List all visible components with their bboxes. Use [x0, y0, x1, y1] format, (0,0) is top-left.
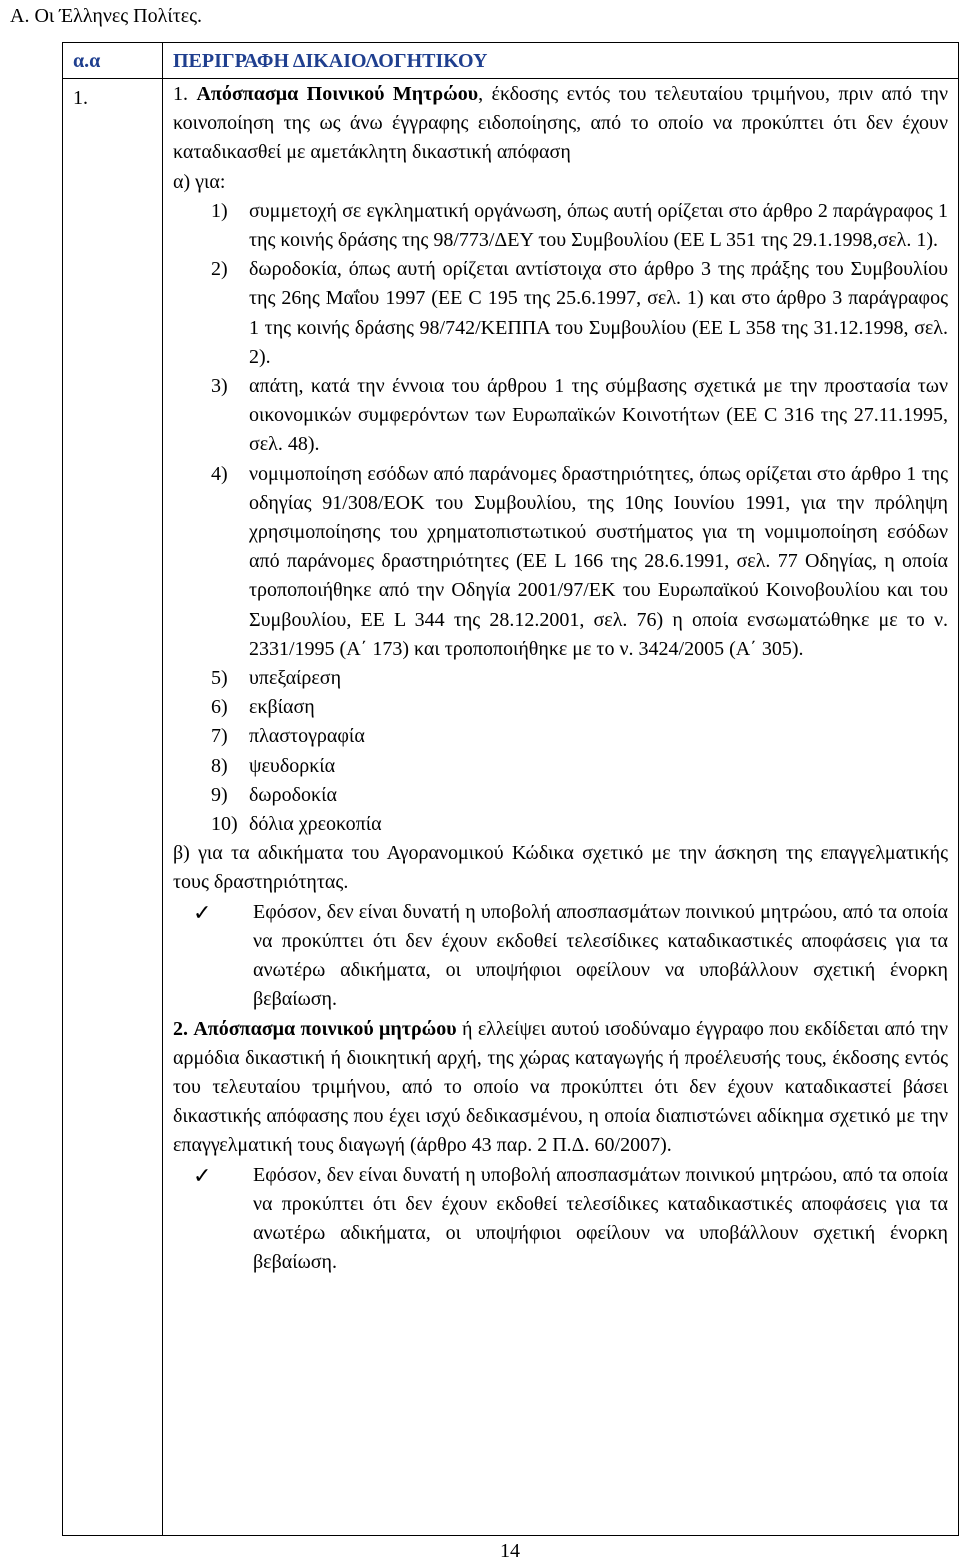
offence-text: ψευδορκία [249, 754, 336, 777]
page-number: 14 [500, 1540, 520, 1562]
offence-text: απάτη, κατά την έννοια του άρθρου 1 της σύμβασης σχετικά με την προστασία των οικονομικών συμφερόντων των Ευρωπαϊκών Κοινοτήτων (ΕΕ C 316 της 27.11.1995, σελ. 48). [249, 375, 948, 456]
header-cell-aa [63, 43, 163, 79]
offence-number: 1) [211, 199, 228, 222]
row-number: 1. [73, 87, 88, 109]
offence-text: δωροδοκία [249, 783, 337, 806]
list-item [211, 460, 948, 664]
table-row [63, 79, 959, 1536]
item-1-check-note [173, 898, 948, 1015]
description-cell [163, 79, 959, 1536]
offence-text: υπεξαίρεση [249, 667, 342, 690]
offence-text: συμμετοχή σε εγκληματική οργάνωση, όπως αυτή ορίζεται στο άρθρο 2 παράγραφος 1 της κοινής δράσης της 98/773/ΔΕΥ του Συμβουλίου (ΕΕ L 351 της 29.1.1998,σελ. 1). [249, 199, 948, 252]
header-cell-description [163, 43, 959, 79]
list-item [211, 255, 948, 372]
check-mark-icon: ✓ [193, 899, 212, 925]
list-item [211, 664, 948, 693]
offence-text: εκβίαση [249, 696, 315, 719]
section-heading: A. Οι Έλληνες Πολίτες. [10, 5, 203, 27]
offence-number: 3) [211, 375, 228, 398]
offence-number: 2) [211, 258, 228, 281]
item-2-check-note [173, 1161, 948, 1278]
sub-a-label: α) για: [173, 170, 226, 193]
item-2-text: ή ελλείψει αυτού ισοδύναμο έγγραφο που εκδίδεται από την αρμόδια δικαστική ή διοικητική αρχή, της χώρας καταγωγής ή προέλευσής τους, έκδοσης εντός του τελευταίου τριμήνου, από το οποίο να προκύπτει ότι δεν έχουν καταδικαστεί βάσει δικαστικής απόφασης που έχει ισχύ δεδικασμένου, η οποία διαπιστώνει αδίκημα σχετικό με την επαγγελματική τους διαγωγή (άρθρο 43 παρ. 2 Π.Δ. 60/2007). [173, 1017, 948, 1157]
item-2-title: Απόσπασμα ποινικού μητρώου [193, 1017, 457, 1040]
list-item [211, 781, 948, 810]
list-item [211, 722, 948, 751]
item-1-intro: , έκδοσης εντός του τελευταίου τριμήνου, πριν από την κοινοποίηση της ως άνω έγγραφης ειδοποίησης, από το οποίο να προκύπτει ότι δεν έχουν καταδικασθεί με αμετάκλητη δικαστική απόφαση [173, 83, 948, 164]
offence-number: 6) [211, 696, 228, 719]
check-note-text: Εφόσον, δεν είναι δυνατή η υποβολή αποσπασμάτων ποινικού μητρώου, από τα οποία να προκύπτει ότι δεν έχουν εκδοθεί τελεσίδικες καταδικαστικές αποφάσεις για τα ανωτέρω αδικήματα, οι υποψήφιοι οφείλουν να υποβάλλουν σχετική ένορκη βεβαίωση. [253, 900, 948, 1011]
offence-number: 9) [211, 783, 228, 806]
requirements-table [62, 42, 959, 1536]
header-description-label: ΠΕΡΙΓΡΑΦΗ ΔΙΚΑΙΟΛΟΓΗΤΙΚΟΥ [173, 50, 488, 72]
list-item [211, 197, 948, 255]
item-2-paragraph [173, 1015, 948, 1161]
offence-number: 4) [211, 462, 228, 485]
item-2-number: 2. [173, 1017, 188, 1040]
offence-text: πλαστογραφία [249, 725, 365, 748]
header-aa-label: α.α [73, 50, 101, 72]
sub-b-paragraph: β) για τα αδικήματα του Αγορανομικού Κώδικα σχετικό με την άσκηση της επαγγελματικής τους δραστηριότητας. [173, 842, 948, 894]
list-item [211, 372, 948, 460]
offence-number: 7) [211, 725, 228, 748]
item-1-number: 1. [173, 83, 188, 105]
offence-list [173, 197, 948, 839]
row-number-cell [63, 79, 163, 1536]
offence-text: δόλια χρεοκοπία [249, 813, 382, 836]
offence-number: 8) [211, 754, 228, 777]
list-item [211, 810, 948, 839]
list-item [211, 693, 948, 722]
offence-number: 5) [211, 667, 228, 690]
list-item [211, 752, 948, 781]
check-mark-icon: ✓ [193, 1162, 212, 1188]
item-1-paragraph [173, 80, 948, 168]
table-header-row [63, 43, 959, 79]
offence-number: 10) [211, 813, 238, 836]
offence-text: δωροδοκία, όπως αυτή ορίζεται αντίστοιχα στο άρθρο 3 της πράξης του Συμβουλίου της 26ης Μαΐου 1997 (ΕΕ C 195 της 25.6.1997, σελ. 1) και στο άρθρο 3 παράγραφος 1 της κοινής δράσης 98/742/ΚΕΠΠΑ του Συμβουλίου (ΕΕ L 358 της 31.12.1998, σελ. 2). [249, 258, 948, 368]
offence-text: νομιμοποίηση εσόδων από παράνομες δραστηριότητες, όπως ορίζεται στο άρθρο 1 της οδηγίας 91/308/ΕΟΚ του Συμβουλίου, της 10ης Ιουνίου 1991, για την πρόληψη χρησιμοποίησης του χρηματοπιστωτικού συστήματος για τη νομιμοποίηση εσόδων από παράνομες δραστηριότητες (ΕΕ L 166 της 28.6.1991, σελ. 77 Οδηγίας, η οποία τροποποιήθηκε από την Οδηγία 2001/97/ΕΚ του Ευρωπαϊκού Κοινοβουλίου και του Συμβουλίου, ΕΕ L 344 της 28.12.2001, σελ. 76) η οποία ενσωματώθηκε με το ν. 2331/1995 (Α΄ 173) και τροποποιήθηκε με το ν. 3424/2005 (Α΄ 305). [249, 462, 948, 660]
check-note-text: Εφόσον, δεν είναι δυνατή η υποβολή αποσπασμάτων ποινικού μητρώου, από τα οποία να προκύπτει ότι δεν έχουν εκδοθεί τελεσίδικες καταδικαστικές αποφάσεις για τα ανωτέρω αδικήματα, οι υποψήφιοι οφείλουν να υποβάλλουν σχετική ένορκη βεβαίωση. [253, 1163, 948, 1274]
item-1-title: Απόσπασμα Ποινικού Μητρώου [196, 83, 479, 105]
